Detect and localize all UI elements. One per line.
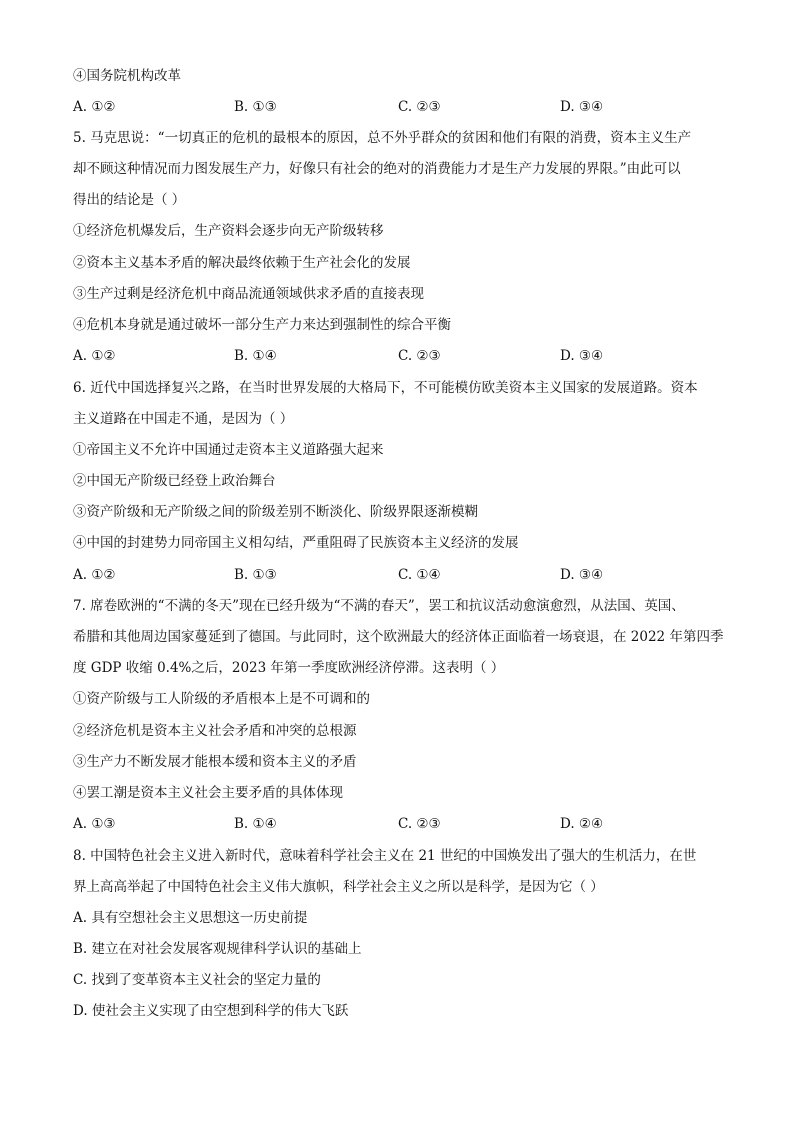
q6-item-1: ①帝国主义不允许中国通过走资本主义道路强大起来	[73, 442, 384, 458]
option-c: C. ②③	[398, 816, 441, 832]
q7-options	[73, 814, 723, 834]
q5-options	[73, 346, 723, 366]
option-c: C. ②③	[398, 348, 441, 364]
q6-options	[73, 565, 723, 585]
option-c: C. ①④	[398, 567, 441, 583]
q6-stem-line-1: 6. 近代中国选择复兴之路，在当时世界发展的大格局下，不可能模仿欧美资本主义国家的发展道路。资本	[73, 380, 698, 396]
option-b: B. ①③	[234, 99, 277, 115]
q7-item-3: ③生产力不断发展才能根本缓和资本主义的矛盾	[73, 754, 357, 770]
q8-choice-c: C. 找到了变革资本主义社会的坚定力量的	[73, 972, 321, 988]
q7-item-4: ④罢工潮是资本主义社会主要矛盾的具体体现	[73, 785, 343, 801]
option-d: D. ②④	[560, 816, 604, 832]
q8-choice-b: B. 建立在对社会发展客观规律科学认识的基础上	[73, 941, 362, 957]
q5-item-1: ①经济危机爆发后，生产资料会逐步向无产阶级转移	[73, 223, 384, 239]
option-a: A. ①②	[73, 348, 116, 364]
q6-stem-line-2: 主义道路在中国走不通，是因为（ ）	[73, 411, 294, 427]
q6-item-4: ④中国的封建势力同帝国主义相勾结，严重阻碍了民族资本主义经济的发展	[73, 535, 519, 551]
q5-item-4: ④危机本身就是通过破坏一部分生产力来达到强制性的综合平衡	[73, 317, 451, 333]
option-b: B. ①④	[234, 348, 277, 364]
q5-item-3: ③生产过剩是经济危机中商品流通领域供求矛盾的直接表现	[73, 286, 424, 302]
q5-stem-line-3: 得出的结论是（ ）	[73, 192, 186, 208]
q6-item-2: ②中国无产阶级已经登上政治舞台	[73, 473, 276, 489]
q8-stem-line-2: 界上高高举起了中国特色社会主义伟大旗帜，科学社会主义之所以是科学，是因为它（ ）	[73, 879, 604, 895]
q7-item-2: ②经济危机是资本主义社会矛盾和冲突的总根源	[73, 723, 357, 739]
q5-item-2: ②资本主义基本矛盾的解决最终依赖于生产社会化的发展	[73, 255, 411, 271]
q5-stem-line-1: 5. 马克思说：“一切真正的危机的最根本的原因，总不外乎群众的贫困和他们有限的消费，资本主义生产	[73, 130, 692, 146]
q8-choice-d: D. 使社会主义实现了由空想到科学的伟大飞跃	[73, 1003, 349, 1019]
q7-stem-line-3: 度 GDP 收缩 0.4%之后，2023 年第一季度欧洲经济停滞。这表明（ ）	[73, 660, 505, 676]
option-d: D. ③④	[560, 99, 604, 115]
option-b: B. ①③	[234, 567, 277, 583]
option-c: C. ②③	[398, 99, 441, 115]
q7-item-1: ①资产阶级与工人阶级的矛盾根本上是不可调和的	[73, 691, 370, 707]
q8-stem-line-1: 8. 中国特色社会主义进入新时代，意味着科学社会主义在 21 世纪的中国焕发出了强大的生机活力，在世	[73, 848, 697, 864]
q5-stem-line-2: 却不顾这种情况而力图发展生产力，好像只有社会的绝对的消费能力才是生产力发展的界限。”由此可以	[73, 161, 681, 177]
q7-stem-line-1: 7. 席卷欧洲的“不满的冬天”现在已经升级为“不满的春天”，罢工和抗议活动愈演愈烈，从法国、英国、	[73, 598, 685, 614]
prev-item-4: ④国务院机构改革	[73, 68, 181, 84]
q6-item-3: ③资产阶级和无产阶级之间的阶级差别不断淡化、阶级界限逐渐模糊	[73, 504, 478, 520]
q7-stem-line-2: 希腊和其他周边国家蔓延到了德国。与此同时，这个欧洲最大的经济体正面临着一场衰退，在 2022 年第四季	[73, 629, 723, 645]
option-b: B. ①④	[234, 816, 277, 832]
prev-options	[73, 97, 723, 117]
option-d: D. ③④	[560, 567, 604, 583]
option-d: D. ③④	[560, 348, 604, 364]
option-a: A. ①②	[73, 99, 116, 115]
option-a: A. ①③	[73, 816, 116, 832]
option-a: A. ①②	[73, 567, 116, 583]
q8-choice-a: A. 具有空想社会主义思想这一历史前提	[73, 910, 308, 926]
